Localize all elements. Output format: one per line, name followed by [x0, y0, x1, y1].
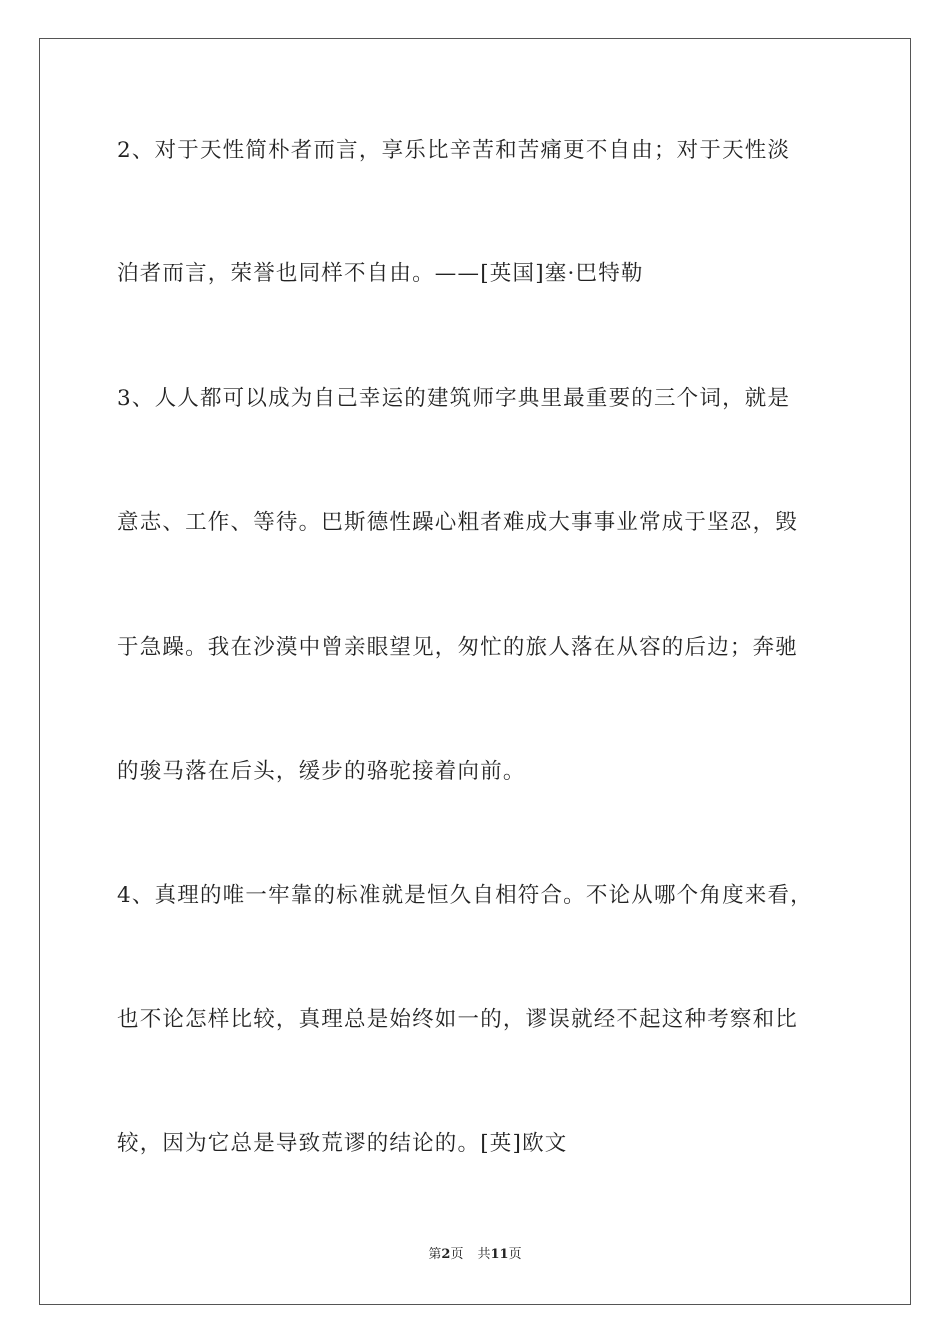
text-line-7: 4、真理的唯一牢靠的标准就是恒久自相符合。不论从哪个角度来看， — [117, 883, 813, 908]
text-line-5: 于急躁。我在沙漠中曾亲眼望见，匆忙的旅人落在从容的后边；奔驰 — [117, 635, 799, 660]
text-line-9: 较，因为它总是导致荒谬的结论的。[英]欧文 — [117, 1131, 568, 1156]
total-suffix: 页 — [508, 1247, 522, 1262]
total-pages: 11 — [490, 1247, 509, 1262]
text-line-2: 泊者而言，荣誉也同样不自由。——[英国]塞·巴特勒 — [117, 261, 644, 286]
page-number: 2 — [441, 1247, 451, 1262]
text-line-3: 3、人人都可以成为自己幸运的建筑师字典里最重要的三个词，就是 — [117, 386, 791, 411]
page-prefix: 第 — [428, 1247, 442, 1262]
text-line-6: 的骏马落在后头，缓步的骆驼接着向前。 — [117, 759, 526, 784]
page-footer — [0, 1246, 950, 1264]
text-line-4: 意志、工作、等待。巴斯德性躁心粗者难成大事事业常成于坚忍，毁 — [117, 510, 799, 535]
page-border — [39, 38, 911, 1305]
total-prefix: 共 — [477, 1247, 491, 1262]
text-line-8: 也不论怎样比较，真理总是始终如一的，谬误就经不起这种考察和比 — [117, 1007, 799, 1032]
page-suffix: 页 — [450, 1247, 464, 1262]
text-line-1: 2、对于天性简朴者而言，享乐比辛苦和苦痛更不自由；对于天性淡 — [117, 138, 791, 163]
